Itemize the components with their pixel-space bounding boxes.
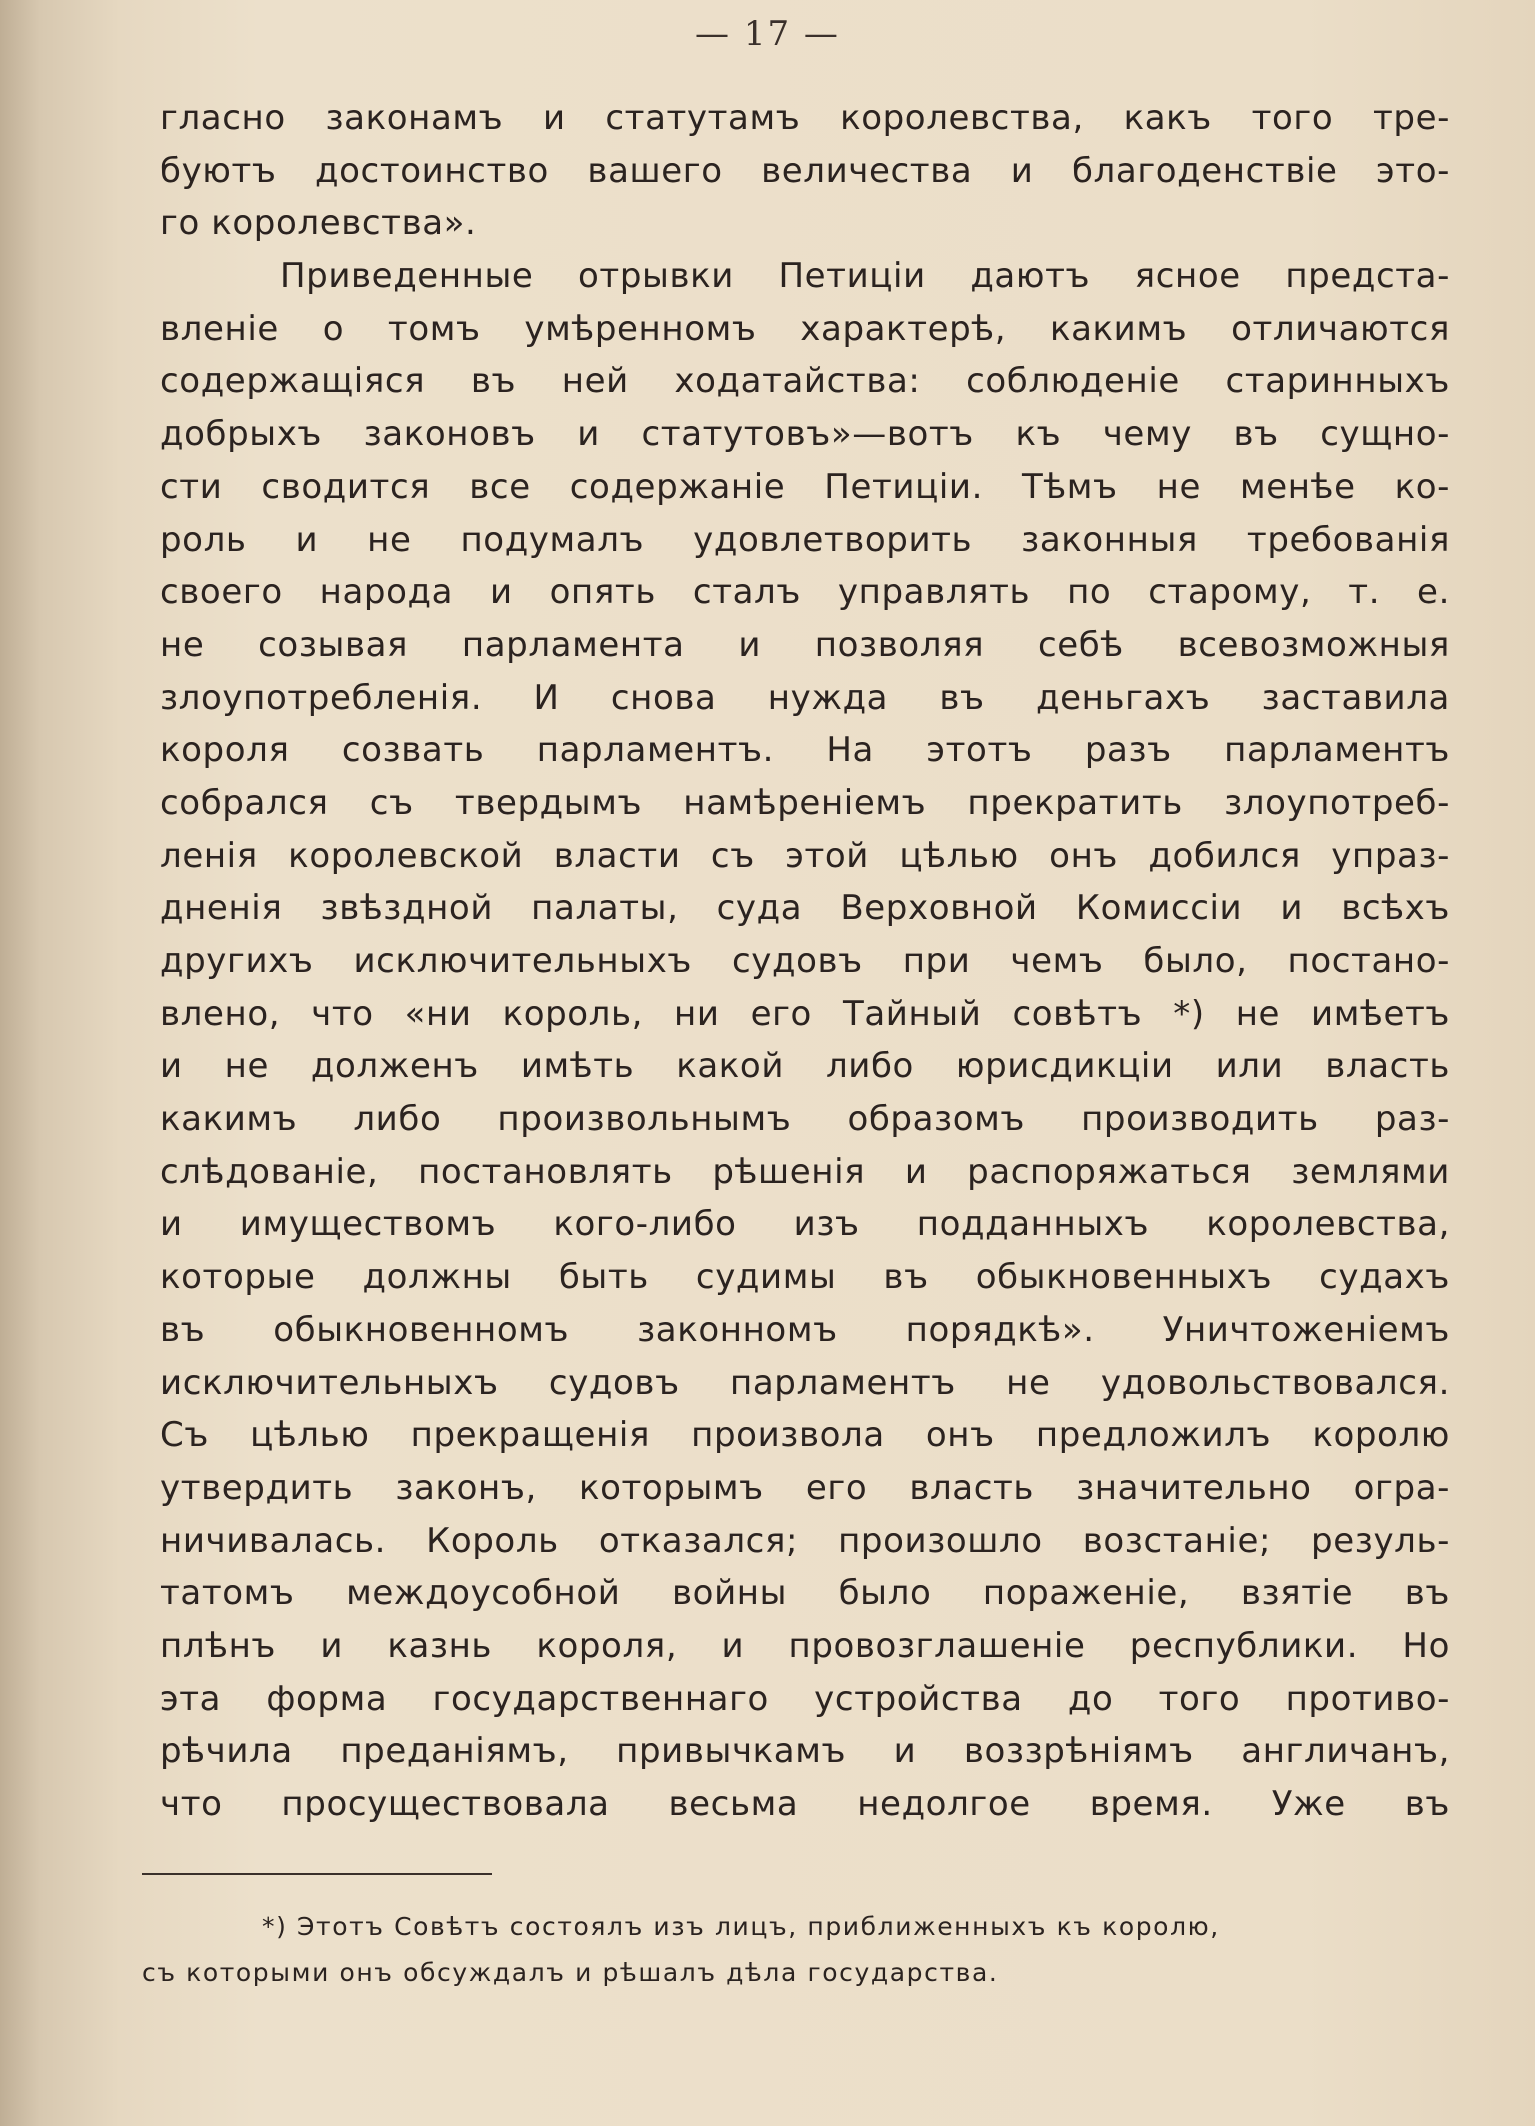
- text-line: и не долженъ имѣть какой либо юрисдикціи или власть: [160, 1046, 1450, 1087]
- text-line: какимъ либо произвольнымъ образомъ производить раз-: [160, 1099, 1450, 1140]
- text-line: го королевства».: [160, 203, 477, 244]
- text-line: которые должны быть судимы въ обыкновенныхъ судахъ: [160, 1257, 1450, 1298]
- text-line: Съ цѣлью прекращенія произвола онъ предложилъ королю: [160, 1415, 1450, 1456]
- text-line: вленіе о томъ умѣренномъ характерѣ, какимъ отличаются: [160, 308, 1450, 349]
- text-line: роль и не подумалъ удовлетворить законныя требованія: [160, 519, 1450, 560]
- text-line: утвердить законъ, которымъ его власть значительно огра-: [160, 1467, 1450, 1508]
- footnote: [142, 1904, 1422, 1996]
- text-line: слѣдованіе, постановлять рѣшенія и распоряжаться землями: [160, 1151, 1450, 1192]
- footnote-line: *) Этотъ Совѣтъ состоялъ изъ лицъ, приближенныхъ къ королю,: [262, 1912, 1220, 1941]
- text-line: содержащіяся въ ней ходатайства: соблюденіе старинныхъ: [160, 361, 1450, 402]
- text-line: не созывая парламента и позволяя себѣ всевозможныя: [160, 624, 1450, 665]
- text-line: эта форма государственнаго устройства до того противо-: [160, 1678, 1450, 1719]
- text-line: татомъ междоусобной войны было пораженіе, взятіе въ: [160, 1573, 1450, 1614]
- footnote-line: съ которыми онъ обсуждалъ и рѣшалъ дѣла государства.: [142, 1958, 999, 1987]
- text-line: сти сводится все содержаніе Петиціи. Тѣмъ не менѣе ко-: [160, 466, 1450, 507]
- page-number: — 17 —: [695, 14, 840, 54]
- text-line: и имуществомъ кого-либо изъ подданныхъ королевства,: [160, 1204, 1450, 1245]
- text-line: собрался съ твердымъ намѣреніемъ прекратить злоупотреб-: [160, 782, 1450, 823]
- text-line: своего народа и опять сталъ управлять по старому, т. е.: [160, 572, 1450, 613]
- text-line: гласно законамъ и статутамъ королевства, какъ того тре-: [160, 98, 1450, 138]
- text-line: Приведенные отрывки Петиціи даютъ ясное предста-: [280, 256, 1450, 297]
- text-line: другихъ исключительныхъ судовъ при чемъ было, постано-: [160, 941, 1450, 981]
- text-line: дненія звѣздной палаты, суда Верховной Комиссіи и всѣхъ: [160, 888, 1450, 929]
- text-line: злоупотребленія. И снова нужда въ деньгахъ заставила: [160, 677, 1450, 718]
- text-line: добрыхъ законовъ и статутовъ»—вотъ къ чему въ сущно-: [160, 414, 1450, 455]
- text-line: короля созвать парламентъ. На этотъ разъ парламентъ: [160, 730, 1450, 771]
- body-text: [160, 92, 1450, 1831]
- text-line: плѣнъ и казнь короля, и провозглашеніе республики. Но: [160, 1625, 1450, 1666]
- text-line: исключительныхъ судовъ парламентъ не удовольствовался.: [160, 1362, 1450, 1403]
- text-line: ленія королевской власти съ этой цѣлью онъ добился упраз-: [160, 835, 1450, 876]
- footnote-divider: [142, 1873, 492, 1875]
- text-line: влено, что «ни король, ни его Тайный совѣтъ *) не имѣетъ: [160, 993, 1450, 1034]
- text-line: въ обыкновенномъ законномъ порядкѣ». Уничтоженіемъ: [160, 1309, 1450, 1350]
- text-line: что просуществовала весьма недолгое время. Уже въ: [160, 1784, 1450, 1824]
- text-line: ничивалась. Король отказался; произошло возстаніе; резуль-: [160, 1520, 1450, 1561]
- text-line: рѣчила преданіямъ, привычкамъ и воззрѣніямъ англичанъ,: [160, 1731, 1450, 1772]
- text-line: буютъ достоинство вашего величества и благоденствіе это-: [160, 150, 1450, 191]
